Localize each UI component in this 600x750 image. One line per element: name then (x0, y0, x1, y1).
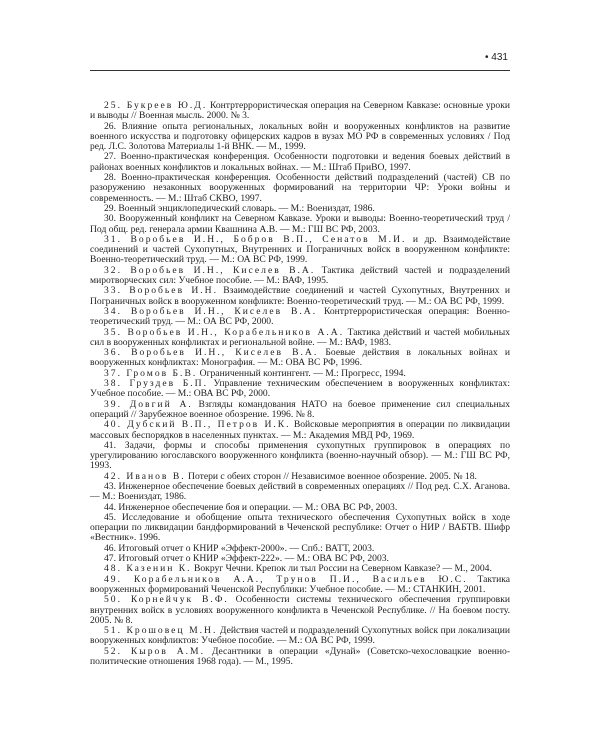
reference-text: Контртеррористическая операция: Военно-теоретический труд. — М.: ОА ВС РФ, 2000. (90, 305, 511, 328)
reference-item (90, 441, 510, 472)
reference-list (90, 101, 510, 667)
reference-author: 38. Груздев Б.П. (104, 378, 208, 390)
reference-text: Тактика вооруженных формирований Чеченской Республики: Учебное пособие. — М.: СТАНКИН, 2001. (90, 573, 510, 595)
reference-item (90, 173, 510, 204)
reference-text: Управление техническим обеспечением в вооруженных конфликтах: Учебное пособие. — М.: ОВА ВС РФ, 2000. (90, 378, 511, 400)
reference-author: 32. Воробьев И.Н., Киселев В.А. (104, 264, 316, 276)
reference-text: Взаимодействие соединений и частей Сухопутных, Внутренних и Пограничных войск в вооруженном конфликте: Военно-теоретический труд. — М.: ОА ВС РФ, 1999. (90, 285, 510, 307)
reference-text: 28. Военно-практическая конференция. Особенности действий подразделений (частей) СВ по разоружению незаконных вооруженных формирований на территории ЧР: Уроки войны и современность. — М.: Штаб СКВО, 1997. (90, 172, 510, 204)
reference-item (90, 266, 510, 287)
reference-author: 40. Дубский В.П., Петров И.К. (104, 419, 291, 431)
page-number: • 431 (485, 52, 508, 63)
reference-item (90, 286, 510, 307)
reference-author: 36. Воробьев И.Н., Киселев В.А. (104, 347, 319, 359)
reference-author: 33. Воробьев И.Н. (104, 285, 219, 297)
reference-text: Взгляды командования НАТО на боевое применение сил специальных операций // Зарубежное военное обозрение. 1996. № 8. (90, 398, 510, 420)
reference-text: Контртеррористическая операция на Северном Кавказе: основные уроки и выводы // Военная мысль. 2000. № 3. (90, 100, 511, 122)
reference-item (90, 482, 510, 503)
reference-item (90, 122, 510, 153)
reference-author: 50. Корнейчук В.Ф. (104, 594, 229, 606)
reference-text: Тактика действий и частей мобильных сил в вооруженных конфликтах и региональной войне. — М.: ВАФ, 1983. (90, 326, 511, 348)
reference-item (90, 152, 510, 173)
reference-text: и др. Взаимодействие соединений и частей Сухопутных, Внутренних и Пограничных войск в вооруженном конфликте: Военно-теоретический труд. — М.: ОА ВС РФ, 1999. (90, 233, 510, 266)
reference-author: 31. Воробьев И.Н., Бобров В.П., Сенатов М.И. (104, 233, 407, 245)
reference-item (90, 626, 510, 647)
reference-text: Тактика действий частей и подразделений миротворческих сил: Учебное пособие. — М.: ВАФ, 1995. (90, 264, 510, 287)
reference-item (90, 307, 510, 328)
reference-author: 25. Букреев Ю.Д. (104, 100, 208, 111)
reference-item (90, 328, 510, 349)
reference-author: 39. Довгий А. (104, 398, 193, 410)
reference-text: 26. Влияние опыта региональных, локальных войн и вооруженных конфликтов на развитие военного искусства и подготовку офицерских кадров в вузах МО РФ в современных условиях / Под ред. Л.С. Золотова Материалы 1-й ВНК. — М., 1999. (90, 120, 510, 153)
reference-text: Ограниченный контингент. — М.: Прогресс, 1994. (197, 367, 406, 379)
reference-text: 30. Вооруженный конфликт на Северном Кавказе. Уроки и выводы: Военно-теоретический труд / Под общ. ред. генерала армии Квашнина А.В. — М.: ГШ ВС РФ, 2003. (90, 213, 510, 235)
reference-text: 43. Инженерное обеспечение боевых действий в современных операциях // Под ред. С.Х. Аганова. — М.: Воениздат, 1986. (90, 480, 510, 503)
reference-text: 27. Военно-практическая конференция. Особенности подготовки и ведения боевых действий в районах военных конфликтов и локальных войнах. — М.: Штаб ПриВО, 1997. (90, 151, 510, 173)
reference-item (90, 400, 510, 421)
reference-item (90, 379, 510, 400)
reference-item (90, 595, 510, 626)
reference-item (90, 101, 510, 122)
reference-item (90, 420, 510, 441)
header-rule (90, 70, 510, 71)
reference-item (90, 235, 510, 266)
reference-text: 47. Итоговый отчет о КНИР «Эффект-222». — М.: ОВА ВС РФ, 2003. (104, 553, 389, 565)
reference-author: 37. Громов Б.В. (104, 367, 198, 379)
reference-text: 44. Инженерное обеспечение боя и операции. — М.: ОВА ВС РФ, 2003. (104, 501, 398, 513)
reference-item (90, 647, 510, 668)
reference-item (90, 575, 510, 596)
reference-text: Действия частей и подразделений Сухопутных войск при локализации вооруженных конфликтов: Учебное пособие. — М.: ОА ВС РФ, 1999. (90, 625, 510, 647)
reference-text: Боевые действия в локальных войнах и вооруженных конфликтах: Монография. — М.: ОВА ВС РФ, 1996. (90, 347, 510, 369)
reference-author: 34. Воробьев И.Н., Киселев В.А. (104, 305, 318, 317)
reference-author: 42. Иванов В. (104, 470, 186, 482)
reference-item (90, 348, 510, 369)
reference-author: 35. Воробьев И.Н., Корабельников А.А. (104, 326, 345, 338)
reference-text: 45. Исследование и обобщение опыта технического обеспечения Сухопутных войск в ходе операции по ликвидации бандформирований в Чеченской республике: Отчет о НИР / ВАБТВ. Шифр «Вестник». 1996. (90, 511, 510, 544)
reference-text: Десантники в операции «Дунай» (Советско-чехословацкие военно-политические отношения 1968 года). — М., 1995. (90, 645, 511, 668)
reference-item (90, 513, 510, 544)
reference-author: 49. Корабельников А.А., Трунов П.И., Васильев Ю.С. (104, 573, 468, 585)
reference-text: 41. Задачи, формы и способы применения сухопутных группировок в операциях по урегулированию югославского вооруженного конфликта (военно-научный обзор). — М.: ГШ ВС РФ, 1993. (90, 439, 510, 472)
reference-text: Вокруг Чечни. Крепок ли тыл России на Северном Кавказе? — М., 2004. (191, 563, 492, 575)
reference-text: 29. Военный энциклопедический словарь. — М.: Воениздат, 1986. (104, 202, 375, 214)
reference-author: 51. Крошовец М.Н. (104, 625, 218, 637)
reference-text: Потери с обеих сторон // Независимое военное обозрение. 2005. № 18. (185, 470, 477, 482)
reference-author: 48. Казенин К. (104, 563, 192, 575)
reference-author: 52. Кыров А.М. (104, 645, 205, 657)
reference-item (90, 214, 510, 235)
reference-text: Войсковые мероприятия в операции по ликвидации массовых беспорядков в населенных пунктах. — М.: Академия МВД РФ, 1969. (90, 419, 510, 441)
reference-text: Особенности системы технического обеспечения группировки внутренних войск в условиях вооруженного конфликта в Чеченской Республике. // На боевом посту. 2005. № 8. (90, 594, 510, 626)
reference-text: 46. Итоговый отчет о КНИР «Эффект-2000». — Спб.: ВАТТ, 2003. (104, 542, 375, 554)
